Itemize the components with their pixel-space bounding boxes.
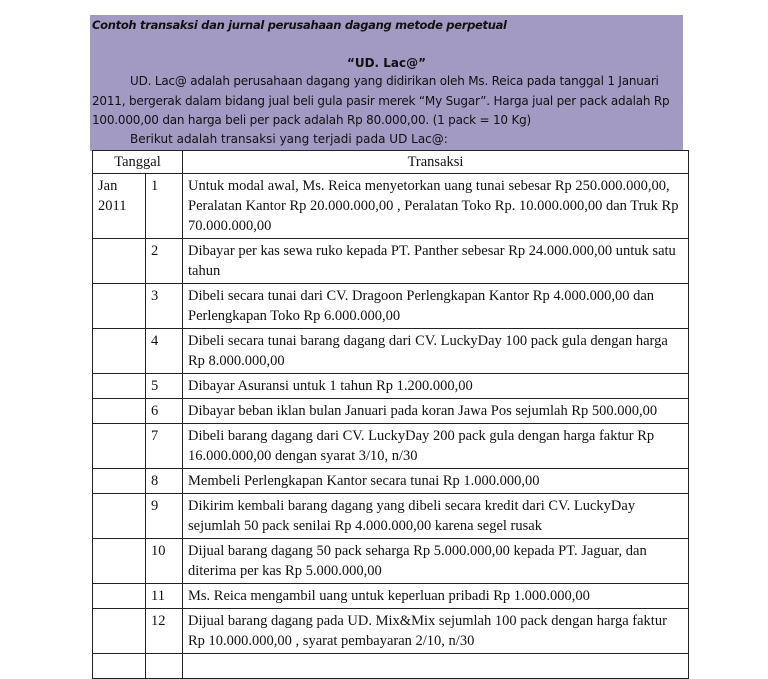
table-row xyxy=(93,424,689,469)
month-cell xyxy=(93,239,146,284)
table-row xyxy=(93,329,689,374)
company-name: “UD. Lac@” xyxy=(346,56,427,70)
day-cell: 8 xyxy=(146,469,183,494)
day-cell: 12 xyxy=(146,609,183,654)
day-cell: 2 xyxy=(146,239,183,284)
table-row xyxy=(93,399,689,424)
day-cell: 6 xyxy=(146,399,183,424)
day-cell: 4 xyxy=(146,329,183,374)
day-cell: 11 xyxy=(146,584,183,609)
month-cell xyxy=(93,469,146,494)
table-row xyxy=(93,539,689,584)
day-cell: 3 xyxy=(146,284,183,329)
transaction-cell: Dibayar Asuransi untuk 1 tahun Rp 1.200.000,00 xyxy=(183,374,689,399)
month-cell xyxy=(93,654,146,679)
header-tanggal: Tanggal xyxy=(93,151,183,174)
month-cell xyxy=(93,329,146,374)
table-row xyxy=(93,239,689,284)
transaction-cell: Dibeli secara tunai dari CV. Dragoon Perlengkapan Kantor Rp 4.000.000,00 dan Perlengkapan Toko Rp 6.000.000,00 xyxy=(183,284,689,329)
table-row xyxy=(93,609,689,654)
transaction-cell: Membeli Perlengkapan Kantor secara tunai Rp 1.000.000,00 xyxy=(183,469,689,494)
month-cell xyxy=(93,494,146,539)
transaction-cell: Dikirim kembali barang dagang yang dibeli secara kredit dari CV. LuckyDay sejumlah 50 pack senilai Rp 4.000.000,00 karena segel rusak xyxy=(183,494,689,539)
transaction-cell: Untuk modal awal, Ms. Reica menyetorkan uang tunai sebesar Rp 250.000.000,00, Peralatan Kantor Rp 20.000.000,00 , Peralatan Toko Rp. 10.000.000,00 dan Truk Rp 70.000.000,00 xyxy=(183,174,689,239)
month-cell xyxy=(93,584,146,609)
table-row xyxy=(93,584,689,609)
day-cell: 5 xyxy=(146,374,183,399)
transaction-cell: Dijual barang dagang pada UD. Mix&Mix sejumlah 100 pack dengan harga faktur Rp 10.000.000,00 , syarat pembayaran 2/10, n/30 xyxy=(183,609,689,654)
table-row xyxy=(93,469,689,494)
day-cell: 1 xyxy=(146,174,183,239)
table-header-row xyxy=(93,151,689,174)
header-transaksi: Transaksi xyxy=(183,151,689,174)
table-row xyxy=(93,494,689,539)
table-row xyxy=(93,284,689,329)
day-cell: 7 xyxy=(146,424,183,469)
day-cell: 9 xyxy=(146,494,183,539)
document-title: Contoh transaksi dan jurnal perusahaan dagang metode perpetual xyxy=(92,18,507,32)
table-row xyxy=(93,374,689,399)
transaction-cell: Dijual barang dagang 50 pack seharga Rp 5.000.000,00 kepada PT. Jaguar, dan diterima per kas Rp 5.000.000,00 xyxy=(183,539,689,584)
company-description xyxy=(92,72,682,131)
month-cell xyxy=(93,609,146,654)
transaction-cell: Dibeli barang dagang dari CV. LuckyDay 200 pack gula dengan harga faktur Rp 16.000.000,00 dengan syarat 3/10, n/30 xyxy=(183,424,689,469)
month-cell: Jan 2011 xyxy=(93,174,146,239)
month-cell xyxy=(93,399,146,424)
month-cell xyxy=(93,539,146,584)
transactions-table xyxy=(92,150,689,679)
header-banner xyxy=(90,15,683,151)
month-cell xyxy=(93,374,146,399)
intro-text: Berikut adalah transaksi yang terjadi pada UD Lac@: xyxy=(130,132,448,146)
transaction-cell: Dibayar per kas sewa ruko kepada PT. Panther sebesar Rp 24.000.000,00 untuk satu tahun xyxy=(183,239,689,284)
day-cell: 10 xyxy=(146,539,183,584)
month-cell xyxy=(93,424,146,469)
transaction-cell: Dibayar beban iklan bulan Januari pada koran Jawa Pos sejumlah Rp 500.000,00 xyxy=(183,399,689,424)
table-row xyxy=(93,654,689,679)
day-cell xyxy=(146,654,183,679)
transaction-cell: Dibeli secara tunai barang dagang dari CV. LuckyDay 100 pack gula dengan harga Rp 8.000.000,00 xyxy=(183,329,689,374)
description-text: UD. Lac@ adalah perusahaan dagang yang didirikan oleh Ms. Reica pada tanggal 1 Januari 2011, bergerak dalam bidang jual beli gula pasir merek “My Sugar”. Harga jual per pack adalah Rp 100.000,00 dan harga beli per pack adalah Rp 80.000,00. (1 pack = 10 Kg) xyxy=(92,74,670,127)
table-row xyxy=(93,174,689,239)
transaction-cell: Ms. Reica mengambil uang untuk keperluan pribadi Rp 1.000.000,00 xyxy=(183,584,689,609)
month-cell xyxy=(93,284,146,329)
transaction-cell xyxy=(183,654,689,679)
